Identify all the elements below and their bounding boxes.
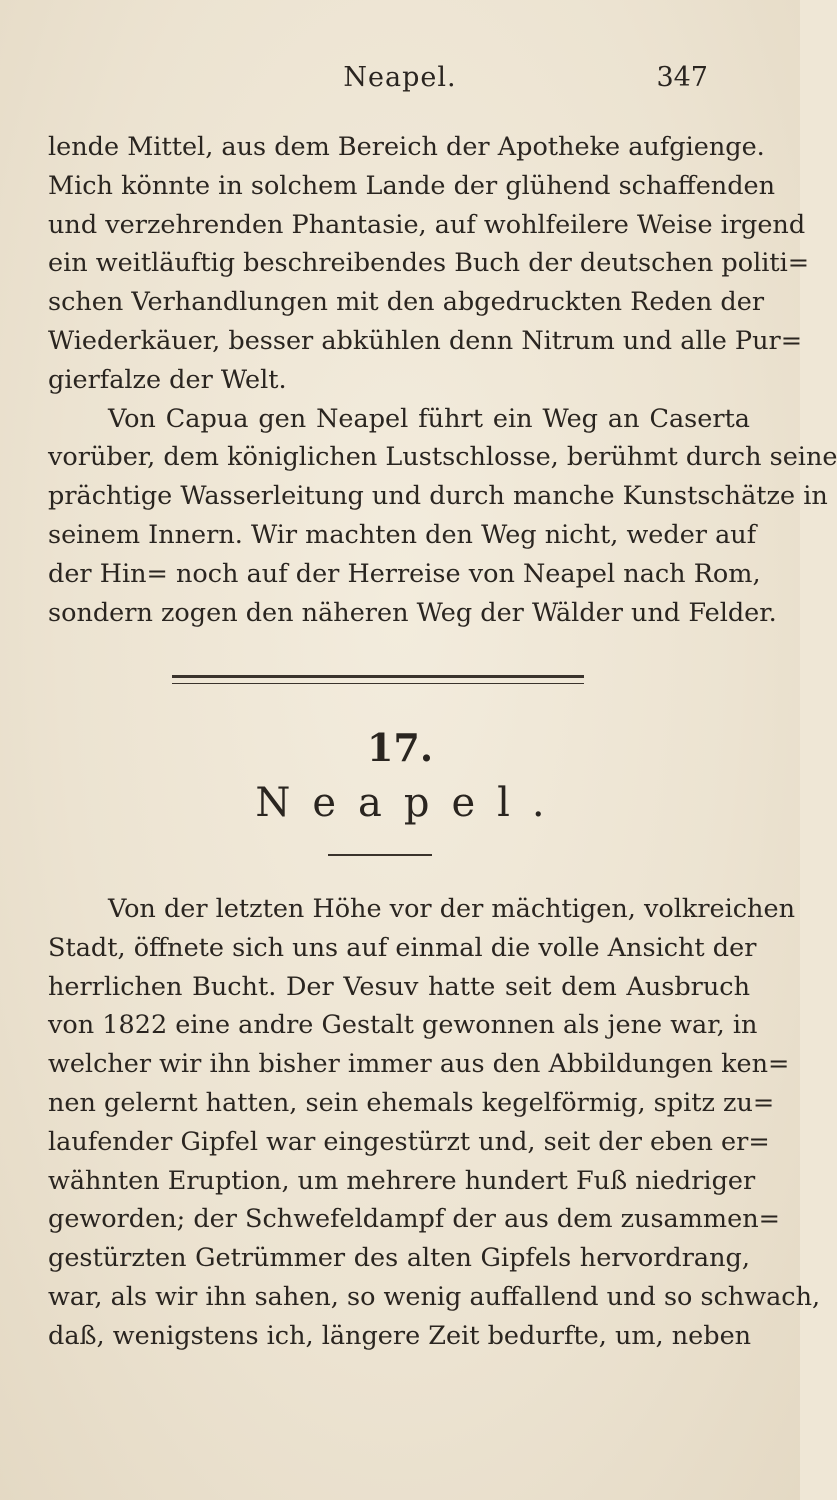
text-line: gestürzten Getrümmer des alten Gipfels hervordrang,	[48, 1243, 750, 1274]
text-line: sondern zogen den näheren Weg der Wälder und Felder.	[48, 597, 777, 628]
text-line: Von Capua gen Neapel führt ein Weg an Caserta	[108, 403, 750, 434]
text-line: Mich könnte in solchem Lande der glühend schaffenden	[48, 170, 776, 201]
text-line: Von der letzten Höhe vor der mächtigen, volkreichen	[108, 894, 795, 924]
text-line: lende Mittel, aus dem Bereich der Apotheke aufgienge.	[48, 132, 765, 162]
text-line: war, als wir ihn sahen, so wenig auffallend und so schwach,	[48, 1281, 821, 1312]
section-divider-thin	[172, 683, 584, 684]
text-line: von 1822 eine andre Gestalt gewonnen als jene war, in	[48, 1010, 758, 1041]
text-line: Wiederkäuer, besser abkühlen denn Nitrum und alle Pur=	[48, 325, 803, 356]
text-line: der Hin= noch auf der Herreise von Neapel nach Rom,	[48, 558, 761, 589]
text-line: wähnten Eruption, um mehrere hundert Fuß niedriger	[48, 1165, 756, 1196]
page-number: 347	[656, 62, 708, 93]
text-line: und verzehrenden Phantasie, auf wohlfeilere Weise irgend	[48, 209, 806, 240]
chapter-title: Neapel.	[255, 780, 567, 826]
paragraph	[48, 400, 837, 633]
continued-text	[48, 128, 837, 632]
text-line: welcher wir ihn bisher immer aus den Abbildungen ken=	[48, 1049, 790, 1080]
chapter-title-rule	[328, 854, 432, 856]
running-title: Neapel.	[343, 62, 457, 93]
text-line: herrlichen Bucht. Der Vesuv hatte seit dem Ausbruch	[48, 971, 750, 1002]
text-line: daß, wenigstens ich, längere Zeit bedurfte, um, neben	[48, 1320, 752, 1351]
text-line: vorüber, dem königlichen Lustschlosse, berühmt durch seine	[48, 442, 837, 473]
text-line: gierfalze der Welt.	[48, 364, 287, 395]
text-line: laufender Gipfel war eingestürzt und, seit der eben er=	[48, 1126, 770, 1157]
page-header	[0, 62, 800, 102]
chapter-number: 17.	[366, 725, 434, 770]
text-line: ein weitläuftig beschreibendes Buch der deutschen politi=	[48, 248, 810, 279]
text-line: schen Verhandlungen mit den abgedruckten Reden der	[48, 287, 765, 318]
chapter-paragraph	[48, 890, 821, 1356]
text-line: nen gelernt hatten, sein ehemals kegelförmig, spitz zu=	[48, 1087, 775, 1118]
text-line: prächtige Wasserleitung und durch manche Kunstschätze in	[48, 481, 828, 512]
section-divider-thick	[172, 675, 584, 678]
text-line: seinem Innern. Wir machten den Weg nicht, weder auf	[48, 519, 757, 550]
text-line: geworden; der Schwefeldampf der aus dem zusammen=	[48, 1204, 780, 1235]
paragraph	[48, 128, 810, 400]
text-line: Stadt, öffnete sich uns auf einmal die volle Ansicht der	[48, 932, 757, 963]
